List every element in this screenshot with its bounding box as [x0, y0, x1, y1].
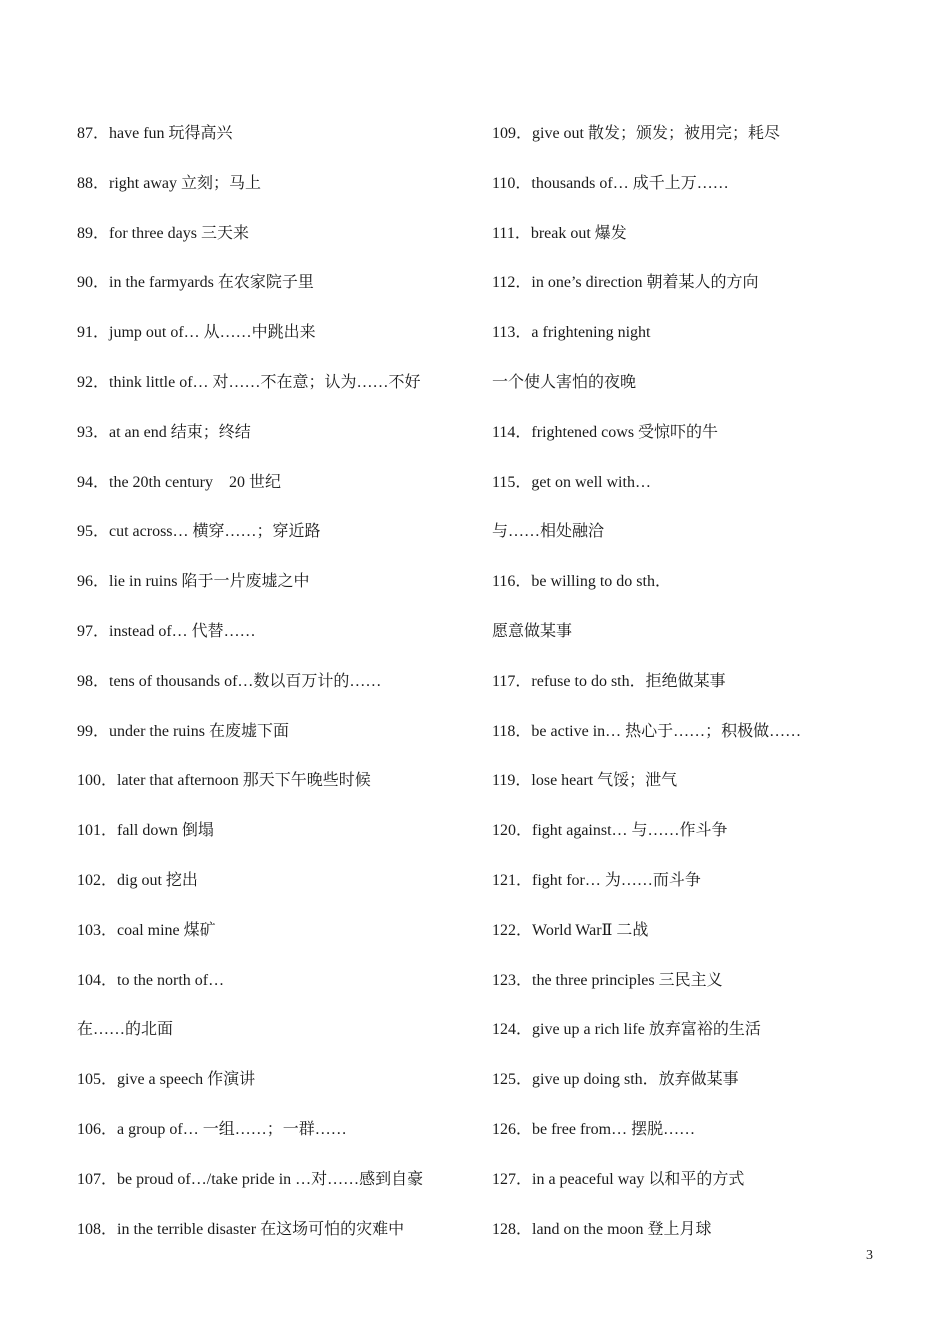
- phrase-entry: 116．be willing to do sth．: [492, 573, 671, 591]
- phrase-entry: 一个使人害怕的夜晚: [492, 373, 637, 391]
- phrase-entry: 127．in a peaceful way 以和平的方式: [492, 1170, 745, 1188]
- phrase-entry: 124．give up a rich life 放弃富裕的生活: [492, 1021, 761, 1039]
- phrase-entry: 117．refuse to do sth．拒绝做某事: [492, 672, 726, 690]
- phrase-entry: 91．jump out of… 从……中跳出来: [77, 324, 316, 342]
- phrase-entry: 109．give out 散发；颁发；被用完；耗尽: [492, 125, 780, 142]
- phrase-entry: 在……的北面: [77, 1021, 174, 1039]
- phrase-entry: 113．a frightening night: [492, 324, 651, 342]
- phrase-entry: 121．fight for… 为……而斗争: [492, 871, 701, 889]
- phrase-entry: 110．thousands of… 成千上万……: [492, 174, 729, 192]
- phrase-entry: 愿意做某事: [492, 622, 573, 640]
- phrase-entry: 93．at an end 结束；终结: [77, 423, 251, 441]
- phrase-entry: 126．be free from… 摆脱……: [492, 1120, 696, 1138]
- phrase-entry: 87．have fun 玩得高兴: [77, 125, 233, 142]
- phrase-entry: 98．tens of thousands of…数以百万计的……: [77, 672, 382, 690]
- phrase-entry: 88．right away 立刻；马上: [77, 174, 261, 192]
- phrase-entry: 103．coal mine 煤矿: [77, 921, 216, 939]
- phrase-entry: 114．frightened cows 受惊吓的牛: [492, 423, 719, 441]
- phrase-entry: 111．break out 爆发: [492, 224, 627, 242]
- phrase-entry: 94．the 20th century 20 世纪: [77, 473, 281, 491]
- phrase-entry: 119．lose heart 气馁；泄气: [492, 772, 678, 790]
- phrase-entry: 92．think little of… 对……不在意；认为……不好: [77, 373, 421, 391]
- phrase-entry: 99．under the ruins 在废墟下面: [77, 722, 289, 740]
- phrase-entry: 115．get on well with…: [492, 473, 651, 491]
- phrase-entry: 106．a group of… 一组……；一群……: [77, 1120, 347, 1138]
- left-column: [77, 120, 477, 1265]
- page-number: 3: [866, 1248, 873, 1263]
- phrase-entry: 与……相处融洽: [492, 523, 605, 541]
- phrase-entry: 101．fall down 倒塌: [77, 822, 214, 840]
- phrase-entry: 105．give a speech 作演讲: [77, 1071, 256, 1089]
- phrase-entry: 118．be active in… 热心于……；积极做……: [492, 722, 802, 740]
- phrase-entry: 120．fight against… 与……作斗争: [492, 822, 728, 840]
- phrase-entry: 96．lie in ruins 陷于一片废墟之中: [77, 573, 310, 591]
- phrase-entry: 123．the three principles 三民主义: [492, 971, 723, 989]
- phrase-entry: 102．dig out 挖出: [77, 871, 198, 889]
- phrase-entry: 90．in the farmyards 在农家院子里: [77, 274, 314, 292]
- phrase-entry: 128．land on the moon 登上月球: [492, 1220, 712, 1238]
- phrase-entry: 97．instead of… 代替……: [77, 622, 256, 640]
- phrase-entry: 112．in one’s direction 朝着某人的方向: [492, 274, 759, 292]
- phrase-entry: 125．give up doing sth．放弃做某事: [492, 1071, 739, 1089]
- phrase-entry: 107．be proud of…/take pride in …对……感到自豪: [77, 1170, 424, 1188]
- phrase-entry: 95．cut across… 横穿……；穿近路: [77, 523, 321, 541]
- right-column: [492, 120, 892, 1265]
- phrase-entry: 108．in the terrible disaster 在这场可怕的灾难中: [77, 1220, 405, 1238]
- phrase-entry: 104．to the north of…: [77, 971, 225, 989]
- phrase-entry: 122．World WarⅡ 二战: [492, 921, 649, 939]
- phrase-entry: 89．for three days 三天来: [77, 224, 249, 242]
- phrase-entry: 100．later that afternoon 那天下午晚些时候: [77, 772, 371, 790]
